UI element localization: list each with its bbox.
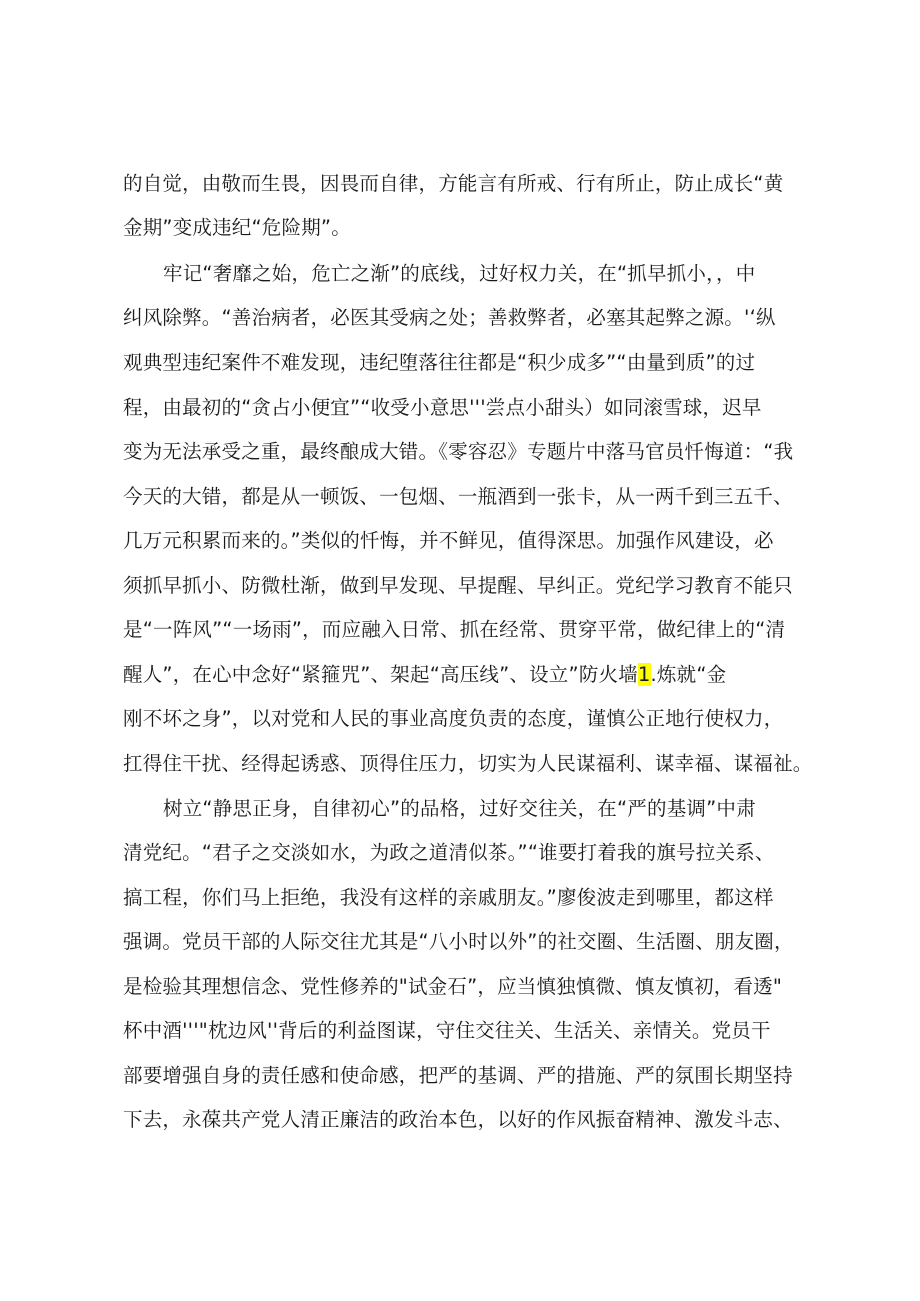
highlight-mark: 1 (637, 663, 651, 686)
text-line: 强调。党员干部的人际交往尤其是“八小时以外”的社交圈、生活圈、朋友圈， (123, 930, 794, 953)
text-line: 的自觉，由敬而生畏，因畏而自律，方能言有所戒、行有所止，防止成长“黄 (123, 172, 784, 195)
text-line: 部要增强自身的责任感和使命感，把严的基调、严的措施、严的氛围长期坚持 (123, 1064, 793, 1087)
text-line: 变为无法承受之重，最终酿成大错。《零容忍》专题片中落马官员忏悔道：“我 (123, 440, 794, 463)
line-text: 醒人”，在心中念好“紧箍咒”、架起“高压线”、设立”防火墙 (123, 663, 638, 686)
text-line: 扛得住干扰、经得起诱惑、顶得住压力，切实为人民谋福利、谋幸福、谋福祉。 (123, 752, 813, 775)
text-line: 程，由最初的“贪占小便宜”“收受小意思'''尝点小甜头）如同滚雪球，迟早 (123, 396, 762, 419)
line-text-tail: .炼就“金 (650, 663, 727, 686)
text-line: 金期”变成违纪“危险期”。 (123, 216, 351, 239)
text-line-highlighted (123, 653, 813, 697)
text-line: 搞工程，你们马上拒绝，我没有这样的亲戚朋友。”廖俊波走到哪里，都这样 (123, 886, 774, 909)
paragraph-start-line: 树立“静思正身，自律初心”的品格，过好交往关，在“严的基调”中肃 (163, 797, 756, 820)
paragraph-start-line: 牢记“奢靡之始，危亡之渐”的底线，过好权力关，在“抓早抓小，，中 (163, 262, 756, 285)
text-line: 纠风除弊。“善治病者，必医其受病之处；善救弊者，必塞其起弊之源。'‘纵 (123, 306, 776, 329)
text-line: 是检验其理想信念、党性修养的"试金石”，应当慎独慎微、慎友慎初，看透" (123, 975, 783, 998)
text-line: 下去，永葆共产党人清正廉洁的政治本色，以好的作风振奋精神、激发斗志、 (123, 1108, 793, 1131)
text-line: 几万元积累而来的。”类似的忏悔，并不鲜见，值得深思。加强作风建设，必 (123, 529, 774, 552)
text-line: 杯中酒'''"枕边风''背后的利益图谋，守住交往关、生活关、亲情关。党员干 (123, 1019, 771, 1042)
text-line: 刚不坏之身”，以对党和人民的事业高度负责的态度，谨慎公正地行使权力， (123, 707, 784, 730)
text-line: 观典型违纪案件不难发现，违纪堕落往往都是“积少成多”“由量到质”的过 (123, 351, 756, 374)
text-line: 清党纪。“君子之交淡如水，为政之道清似茶。”“谁要打着我的旗号拉关系、 (123, 841, 775, 864)
text-line: 是“一阵风”“一场雨”，而应融入日常、抓在经常、贯穿平常，做纪律上的“清 (123, 618, 786, 641)
text-line: 须抓早抓小、防微杜渐，做到早发现、早提醒、早纠正。党纪学习教育不能只 (123, 574, 793, 597)
text-line: 今天的大错，都是从一顿饭、一包烟、一瓶酒到一张卡，从一两千到三五千、 (123, 485, 793, 508)
